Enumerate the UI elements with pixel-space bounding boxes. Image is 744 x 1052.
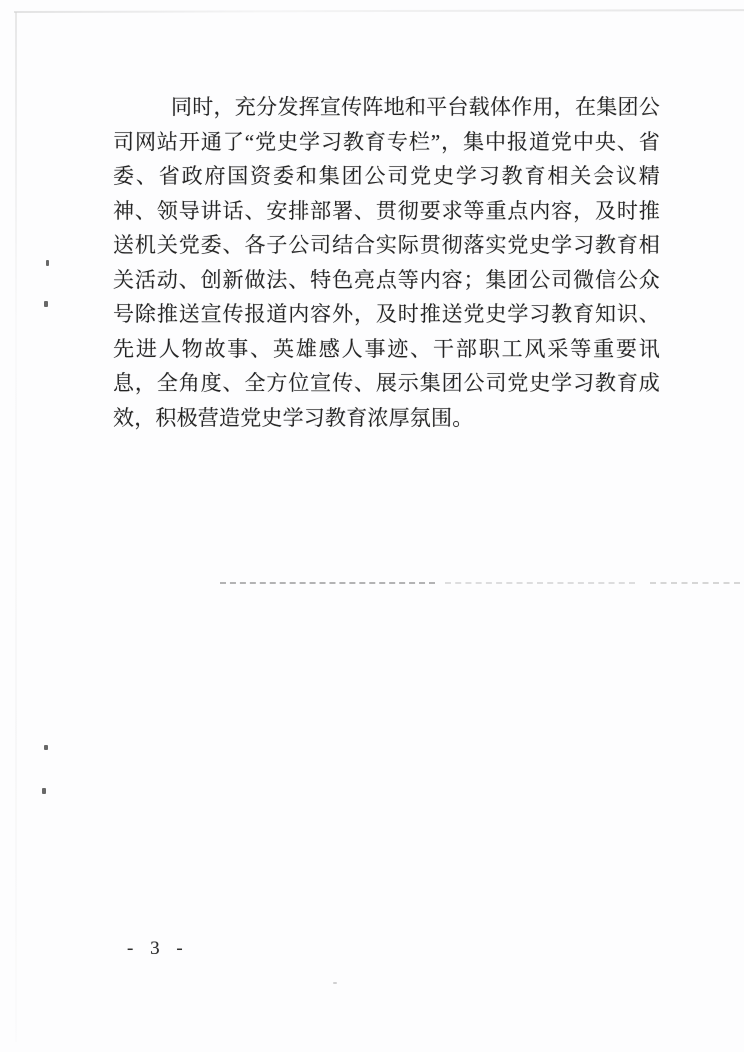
scan-artifact-line [445, 582, 635, 584]
ink-speck [44, 301, 48, 307]
page-number: - 3 - [127, 938, 189, 959]
page-edge-top-line [14, 9, 744, 13]
page-edge-left-line [15, 12, 17, 1042]
scan-artifact-line [650, 582, 740, 584]
ink-speck [46, 260, 49, 266]
ink-speck [44, 745, 48, 750]
scan-artifact-line [220, 582, 435, 584]
ink-speck [42, 788, 46, 794]
ink-speck [333, 982, 337, 984]
body-paragraph: 同时，充分发挥宣传阵地和平台载体作用，在集团公司网站开通了“党史学习教育专栏”，集中报道党中央、省委、省政府国资委和集团公司党史学习教育相关会议精神、领导讲话、安排部署、贯彻要求等重点内容，及时推送机关党委、各子公司结合实际贯彻落实党史学习教育相关活动、创新做法、特色亮点等内容；集团公司微信公众号除推送宣传报道内容外，及时推送党史学习教育知识、先进人物故事、英雄感人事迹、干部职工风采等重要讯息，全角度、全方位宣传、展示集团公司党史学习教育成效，积极营造党史学习教育浓厚氛围。 [113, 95, 660, 430]
